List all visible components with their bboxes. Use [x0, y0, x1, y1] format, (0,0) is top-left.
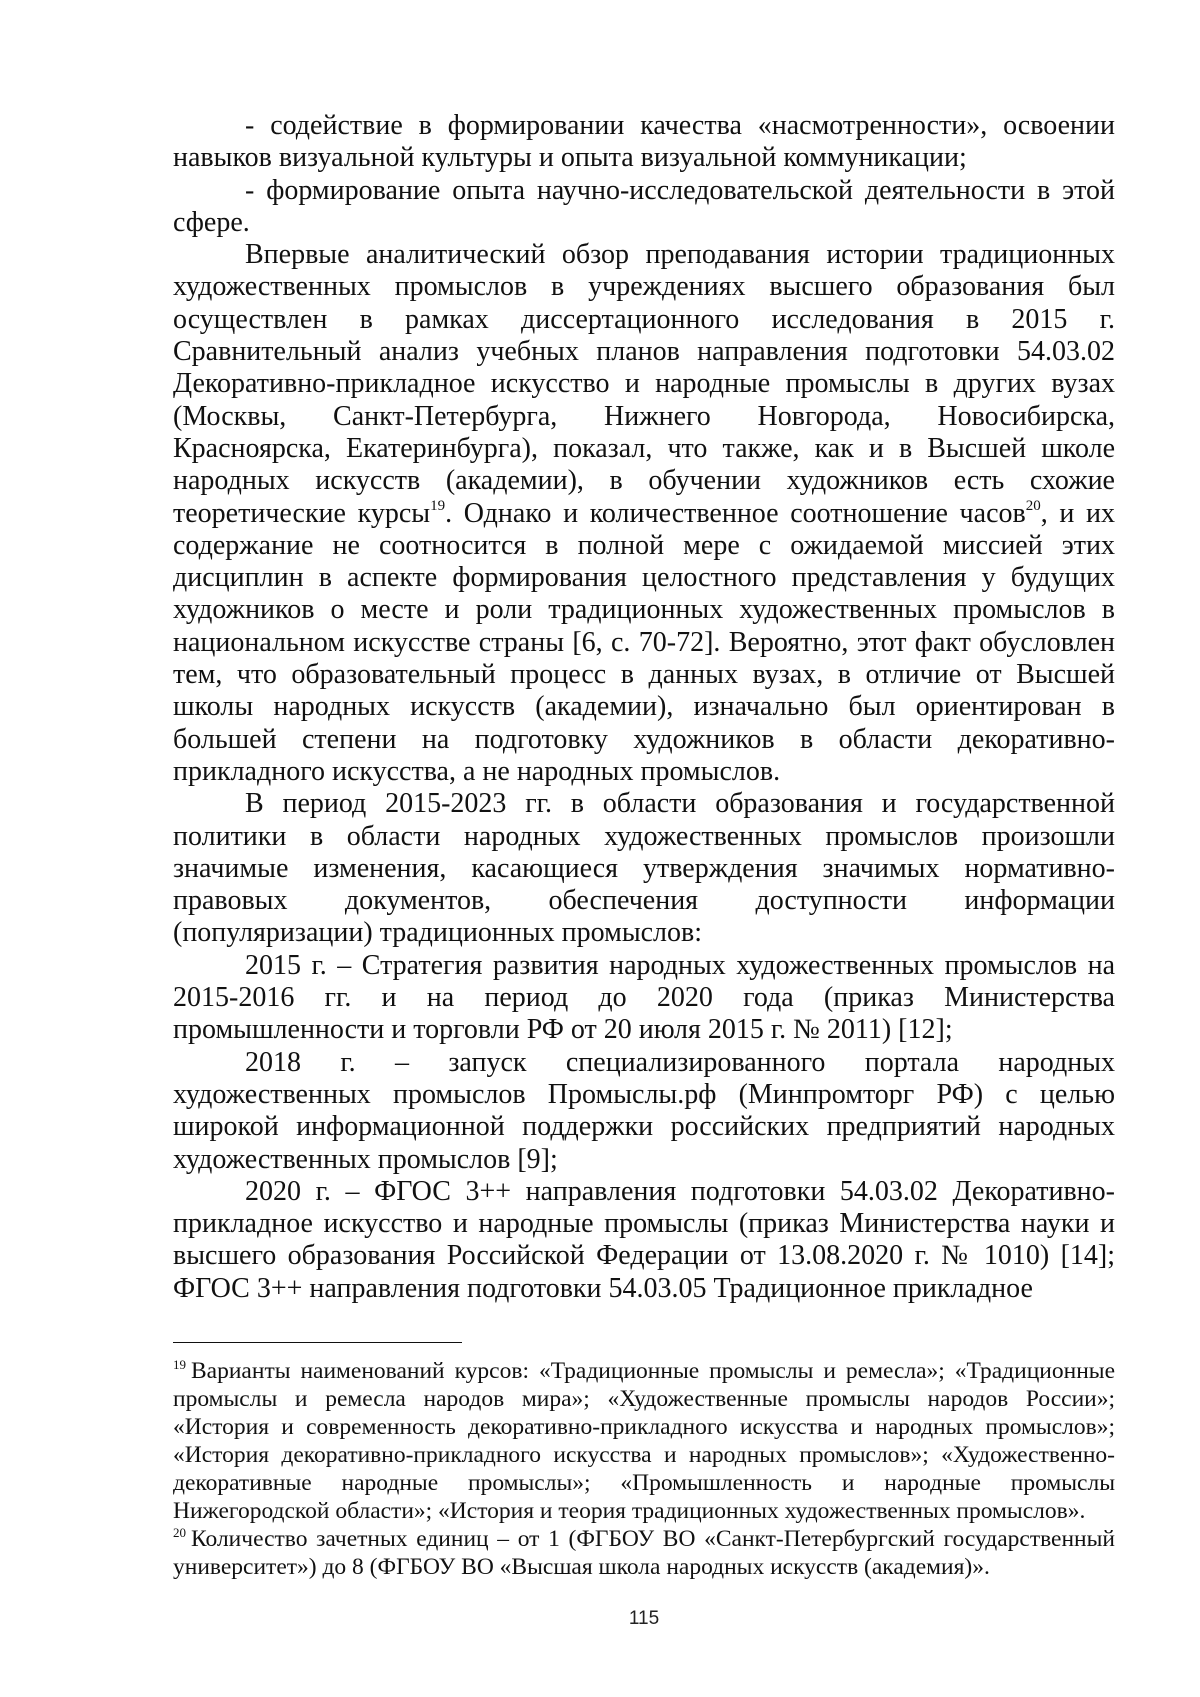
list-item-2020-fgos: [173, 1176, 1115, 1305]
paragraph-text: 2020 г. – ФГОС 3++ направления подготовки 54.03.02 Декоративно-прикладное искусство и народные промыслы (приказ Министерства науки и высшего образования Российской Федерации от 13.08.2020 г. № 1010) [14]; ФГОС 3++ направления подготовки 54.03.05 Традиционное прикладное: [173, 1175, 1115, 1304]
list-item-research-experience: [173, 175, 1115, 240]
paragraph-text: - формирование опыта научно-исследовательской деятельности в этой сфере.: [173, 174, 1115, 238]
paragraph-text: В период 2015-2023 гг. в области образования и государственной политики в области народных художественных промыслов произошли значимые изменения, касающиеся утверждения значимых нормативно-правовых документов, обеспечения доступности информации (популяризации) традиционных промыслов:: [173, 788, 1115, 949]
paragraph-text: . Однако и количественное соотношение часов: [445, 497, 1026, 529]
footnote-text: Варианты наименований курсов: «Традиционные промыслы и ремесла»; «Традиционные промыслы и ремесла народов мира»; «Художественные промыслы народов России»; «История и современность декоративно-прикладного искусства и народных промыслов»; «История декоративно-прикладного искусства и народных промыслов»; «Художественно-декоративные народные промыслы»; «Промышленность и народные промыслы Нижегородской области»; «История и теория традиционных художественных промыслов».: [173, 1358, 1115, 1524]
footnotes: [173, 1357, 1115, 1581]
footnote-ref-20[interactable]: 20: [1025, 497, 1041, 514]
paragraph-text: 2018 г. – запуск специализированного портала народных художественных промыслов Промыслы.рф (Минпромторг РФ) с целью широкой информационной поддержки российских предприятий народных художественных промыслов [9];: [173, 1046, 1115, 1175]
paragraph-text: - содействие в формировании качества «насмотренности», освоении навыков визуальной культуры и опыта визуальной коммуникации;: [173, 110, 1115, 174]
paragraph-text: Впервые аналитический обзор преподавания истории традиционных художественных промыслов в учреждениях высшего образования был осуществлен в рамках диссертационного исследования в 2015 г. Сравнительный анализ учебных планов направления подготовки 54.03.02 Декоративно-прикладное искусство и народные промыслы в других вузах (Москвы, Санкт-Петербурга, Нижнего Новгорода, Новосибирска, Красноярска, Екатеринбурга), показал, что также, как и в Высшей школе народных искусств (академии), в обучении художников есть схожие теоретические курсы: [173, 239, 1115, 529]
paragraph-text: , и их содержание не соотносится в полной мере с ожидаемой миссией этих дисциплин в аспекте формирования целостного представления у будущих художников о месте и роли традиционных художественных промыслов в национальном искусстве страны [6, с. 70-72]. Вероятно, этот факт обусловлен тем, что образовательный процесс в данных вузах, в отличие от Высшей школы народных искусств (академии), изначально был ориентирован в большей степени на подготовку художников в области декоративно-прикладного искусства, а не народных промыслов.: [173, 497, 1115, 787]
footnote-19: [173, 1357, 1115, 1525]
page-number: 115: [628, 1608, 660, 1629]
list-item-2018-portal: [173, 1047, 1115, 1176]
footnote-divider: [173, 1342, 462, 1343]
document-page: [173, 110, 1115, 1690]
list-item-visual-culture: [173, 110, 1115, 175]
footnote-mark: 20: [173, 1525, 186, 1540]
paragraph-period-changes: [173, 788, 1115, 949]
body-text: [173, 110, 1115, 1305]
paragraph-text: 2015 г. – Стратегия развития народных художественных промыслов на 2015-2016 гг. и на период до 2020 года (приказ Министерства промышленности и торговли РФ от 20 июля 2015 г. № 2011) [12];: [173, 949, 1115, 1046]
list-item-2015-strategy: [173, 950, 1115, 1047]
footnote-20: [173, 1525, 1115, 1581]
footnote-ref-19[interactable]: 19: [430, 497, 446, 514]
footnote-text: Количество зачетных единиц – от 1 (ФГБОУ ВО «Санкт-Петербургский государственный университет») до 8 (ФГБОУ ВО «Высшая школа народных искусств (академия)».: [173, 1526, 1115, 1580]
footnote-mark: 19: [173, 1357, 186, 1372]
paragraph-analytical-review: [173, 239, 1115, 788]
